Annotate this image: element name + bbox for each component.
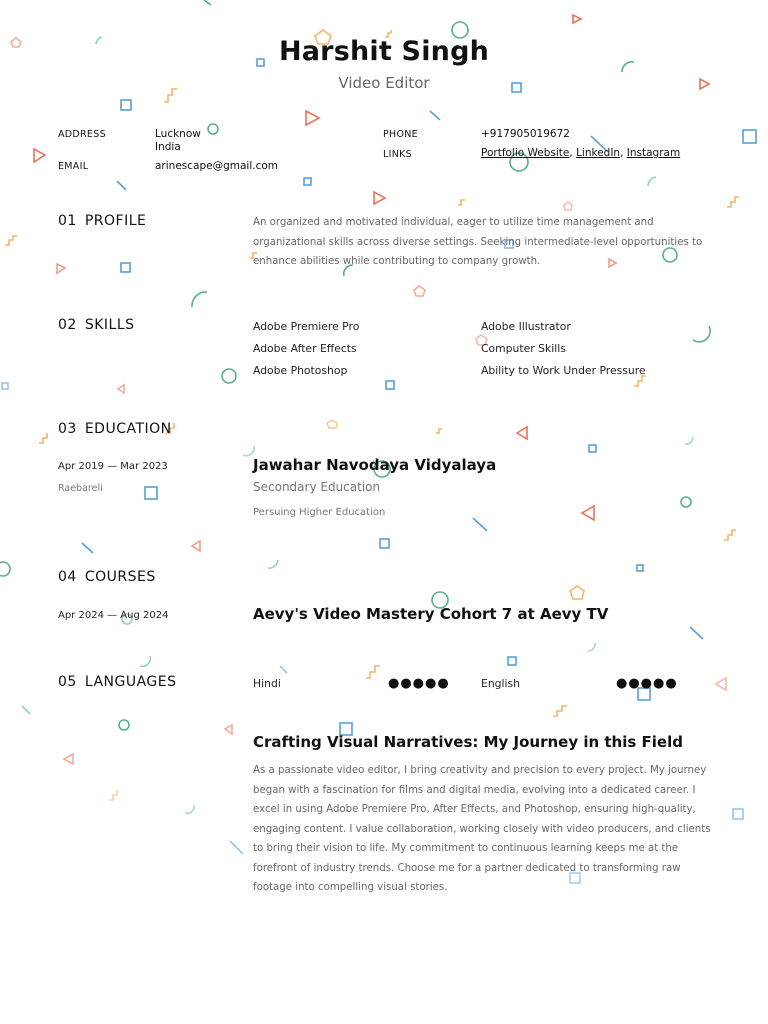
skill-item: Adobe Photoshop — [253, 364, 348, 377]
education-dates: Apr 2019 — Mar 2023 — [58, 461, 168, 472]
links-label: LINKS — [383, 149, 412, 160]
section-title: SKILLS — [84, 317, 135, 333]
section-number: 03 — [58, 421, 77, 437]
section-title: LANGUAGES — [84, 674, 177, 690]
language-level-dots: ●●●●● — [388, 676, 450, 691]
education-heading — [58, 421, 172, 437]
linkedin-link[interactable]: LinkedIn — [576, 147, 621, 159]
profile-text: An organized and motivated individual, eager to utilize time management and organizational skills across diverse settings. Seeking intermediate-level opportunities to enhance abilities while contributing to company growth. — [253, 217, 703, 267]
section-number: 05 — [58, 674, 77, 690]
skill-item: Adobe Illustrator — [481, 320, 571, 333]
skills-heading — [58, 317, 135, 333]
education-note: Persuing Higher Education — [253, 507, 386, 518]
profile-heading — [58, 213, 146, 229]
languages-heading — [58, 674, 177, 690]
school-name: Jawahar Navodaya Vidyalaya — [253, 456, 497, 474]
course-dates: Apr 2024 — Aug 2024 — [58, 610, 169, 621]
candidate-name: Harshit Singh — [278, 36, 490, 67]
about-text: As a passionate video editor, I bring creativity and precision to every project. My journey began with a fascination for films and digital media, evolving into a dedicated career. I excel in using Adobe Premiere Pro, After Effects, and Photoshop, ensuring high-quality, engaging content. I value collaboration, working closely with video producers, and clients to bring their vision to life. My commitment to continuous learning keeps me at the forefront of industry trends. Choose me for a partner dedicated to transforming raw footage into compelling visual stories. — [253, 765, 711, 893]
section-number: 04 — [58, 569, 77, 585]
section-title: PROFILE — [84, 213, 147, 229]
portfolio-link[interactable]: Portfolio Website — [481, 147, 570, 159]
email-label: EMAIL — [58, 161, 89, 172]
phone-value: +917905019672 — [481, 128, 570, 140]
language-name: Hindi — [253, 677, 281, 690]
job-title: Video Editor — [338, 74, 430, 92]
section-title: COURSES — [84, 569, 156, 585]
phone-label: PHONE — [383, 129, 418, 140]
skill-item: Adobe After Effects — [253, 342, 357, 355]
section-number: 01 — [58, 213, 77, 229]
about-heading: Crafting Visual Narratives: My Journey in this Field — [253, 733, 683, 751]
links-list: Portfolio Website, LinkedIn, Instagram — [481, 147, 681, 159]
email-value: arinescape@gmail.com — [155, 160, 279, 172]
education-location: Raebareli — [58, 483, 103, 494]
address-line-2: India — [155, 141, 181, 153]
language-level-dots: ●●●●● — [616, 676, 678, 691]
skill-item: Ability to Work Under Pressure — [481, 364, 646, 377]
course-name: Aevy's Video Mastery Cohort 7 at Aevy TV — [253, 605, 609, 623]
degree-name: Secondary Education — [253, 480, 381, 494]
skill-item: Computer Skills — [481, 342, 566, 355]
skill-item: Adobe Premiere Pro — [253, 320, 360, 333]
address-line-1: Lucknow — [155, 128, 201, 140]
section-title: EDUCATION — [84, 421, 172, 437]
courses-heading — [58, 569, 156, 585]
address-label: ADDRESS — [58, 129, 106, 140]
language-name: English — [481, 677, 520, 690]
section-number: 02 — [58, 317, 77, 333]
instagram-link[interactable]: Instagram — [626, 147, 681, 159]
